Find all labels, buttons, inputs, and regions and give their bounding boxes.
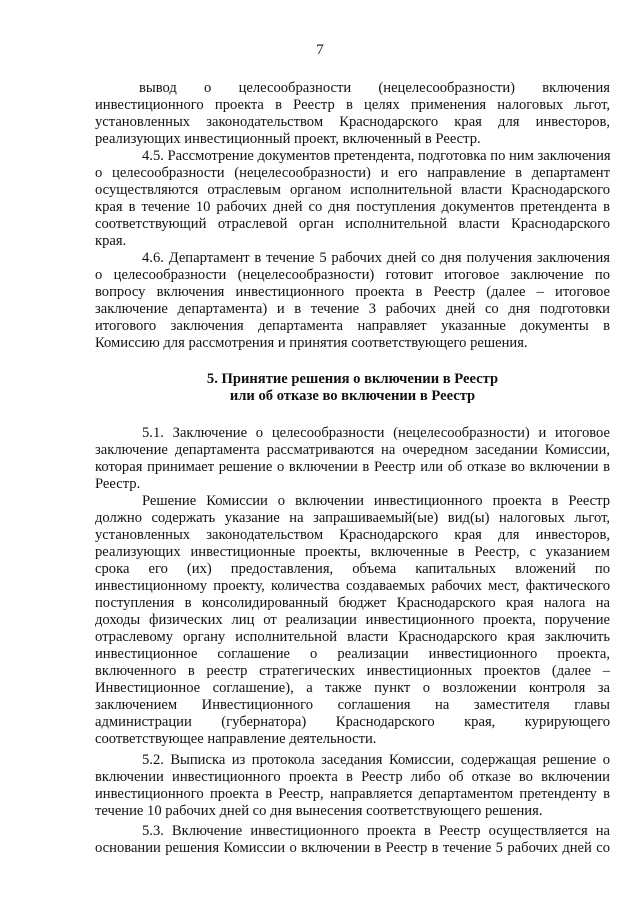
paragraph-decision-line: установленных законодательством Краснодарского края для инвесторов,: [95, 527, 610, 543]
paragraph-decision-line: инвестиционному проекту, количества создаваемых рабочих мест, фактического: [95, 578, 610, 594]
paragraph-5-1-line: Реестр.: [95, 476, 141, 492]
paragraph-decision-line: реализующих инвестиционные проекты, включенные в Реестр, с указанием: [95, 544, 610, 560]
paragraph-5-1-line: заключение департамента рассматриваются на очередном заседании Комиссии,: [95, 442, 610, 458]
paragraph-decision-line: инвестиционное соглашение о реализации инвестиционного проекта,: [95, 646, 610, 662]
paragraph-4-5-line: о целесообразности (нецелесообразности) и его направление в департамент: [95, 165, 610, 181]
text-line: установленных законодательством Краснодарского края для инвесторов,: [95, 114, 610, 130]
text-line: вывод о целесообразности (нецелесообразности) включения: [139, 80, 610, 96]
paragraph-decision-line: Решение Комиссии о включении инвестиционного проекта в Реестр: [142, 493, 610, 509]
section-heading: или об отказе во включении в Реестр: [229, 388, 476, 404]
paragraph-decision-line: администрации (губернатора) Краснодарского края, курирующего: [95, 714, 610, 730]
paragraph-4-5-line: соответствующий отраслевой орган исполнительной власти Краснодарского: [95, 216, 610, 232]
paragraph-5-1-line: 5.1. Заключение о целесообразности (нецелесообразности) и итоговое: [142, 425, 610, 441]
paragraph-4-5-line: осуществляются отраслевым органом исполнительной власти Краснодарского: [95, 182, 610, 198]
paragraph-decision-line: включенного в реестр стратегических инвестиционных проектов (далее –: [95, 663, 610, 679]
paragraph-4-6-line: о целесообразности (нецелесообразности) готовит итоговое заключение по: [95, 267, 610, 283]
paragraph-decision-line: Инвестиционное соглашение), а также пункт о возложении контроля за: [95, 680, 610, 696]
paragraph-decision-line: должно содержать указание на запрашиваемый(ые) вид(ы) налоговых льгот,: [95, 510, 610, 526]
paragraph-4-6-line: вопросу включения инвестиционного проекта в Реестр (далее – итоговое: [95, 284, 610, 300]
paragraph-5-2-line: инвестиционного проекта в Реестр, направляется департаментом претенденту в: [95, 786, 610, 802]
paragraph-5-2-line: включении инвестиционного проекта в Реестр либо об отказе во включении: [95, 769, 610, 785]
paragraph-5-1-line: которая принимает решение о включении в Реестр или об отказе во включении в: [95, 459, 610, 475]
paragraph-decision-line: заключением Инвестиционного соглашения на заместителя главы: [95, 697, 610, 713]
paragraph-4-6-line: заключение департамента) и в течение 3 рабочих дней со дня подготовки: [95, 301, 610, 317]
paragraph-4-6-line: 4.6. Департамент в течение 5 рабочих дней со дня получения заключения: [142, 250, 610, 266]
text-line: инвестиционного проекта в Реестр в целях применения налоговых льгот,: [95, 97, 610, 113]
paragraph-4-5-line: края.: [95, 233, 127, 249]
paragraph-4-5-line: 4.5. Рассмотрение документов претендента, подготовка по ним заключения: [142, 148, 611, 164]
paragraph-4-6-line: Комиссию для рассмотрения и принятия соответствующего решения.: [95, 335, 528, 351]
paragraph-decision-line: отраслевому органу исполнительной власти Краснодарского края заключить: [95, 629, 610, 645]
section-heading: 5. Принятие решения о включении в Реестр: [206, 371, 499, 387]
paragraph-decision-line: соответствующее направление деятельности.: [95, 731, 377, 747]
paragraph-4-6-line: итогового заключения департамента направляет указанные документы в: [95, 318, 610, 334]
paragraph-decision-line: срока его (их) предоставления, объема капитальных вложений по: [95, 561, 610, 577]
paragraph-decision-line: доходы физических лиц от реализации инвестиционного проекта, поручение: [95, 612, 610, 628]
paragraph-decision-line: поступления в консолидированный бюджет Краснодарского края налога на: [95, 595, 610, 611]
paragraph-5-3-line: 5.3. Включение инвестиционного проекта в Реестр осуществляется на: [142, 823, 610, 839]
text-line: реализующих инвестиционный проект, включенный в Реестр.: [95, 131, 481, 147]
paragraph-5-3-line: основании решения Комиссии о включении в Реестр в течение 5 рабочих дней со: [95, 840, 610, 856]
paragraph-5-2-line: течение 10 рабочих дней со дня вынесения соответствующего решения.: [95, 803, 543, 819]
paragraph-4-5-line: края в течение 10 рабочих дней со дня поступления документов претендента в: [95, 199, 610, 215]
paragraph-5-2-line: 5.2. Выписка из протокола заседания Комиссии, содержащая решение о: [142, 752, 610, 768]
page-number: 7: [316, 42, 324, 58]
